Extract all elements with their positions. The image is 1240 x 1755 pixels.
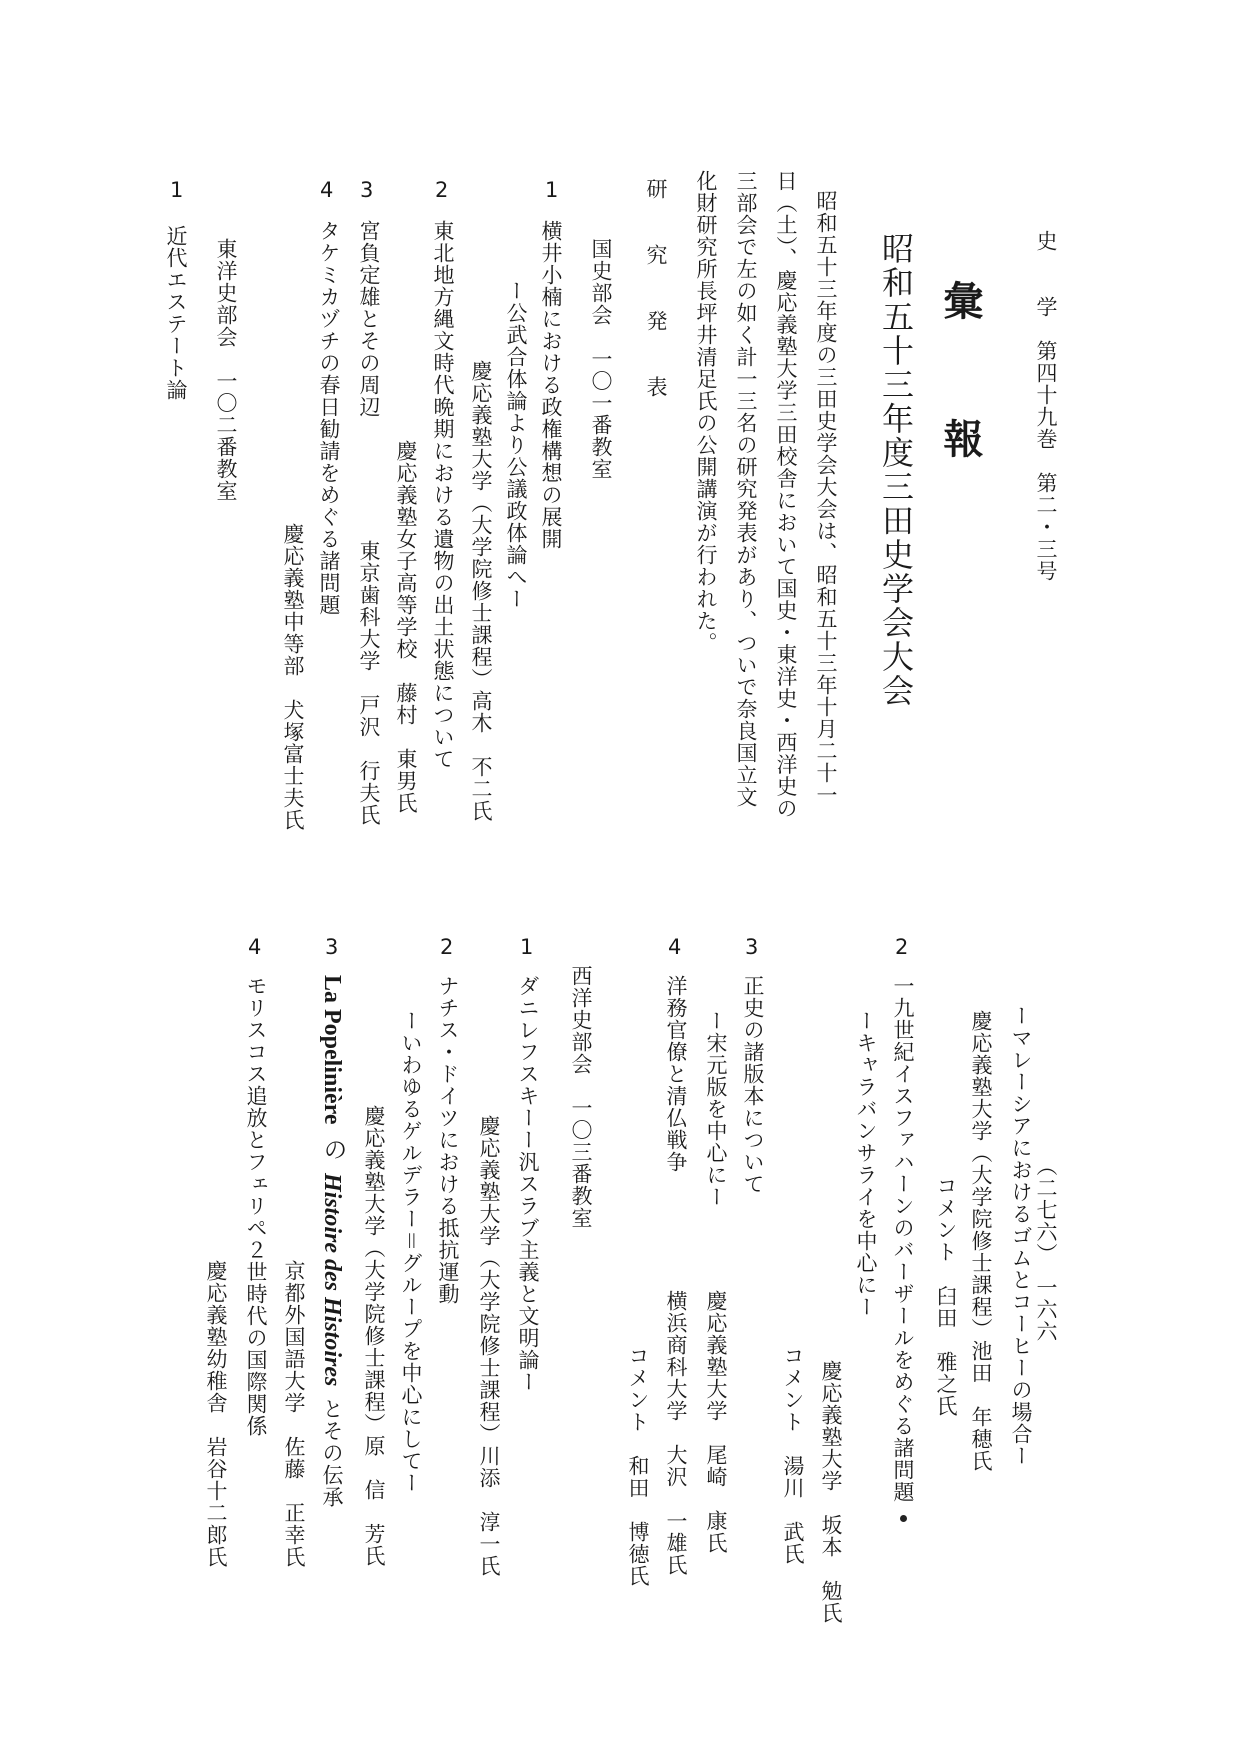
kokushi-item-3-number: 3 [360, 178, 374, 202]
page-number: （二七六） 一六六 [1034, 1155, 1058, 1343]
toyoshi-item-1-affiliation: 慶応義塾大学（大学院修士課程）池田 年穂氏 [969, 1010, 993, 1472]
intro-line-3: 三部会で左の如く計一三名の研究発表があり、ついで奈良国立文 [734, 170, 758, 808]
seiyoshi-item-4-title: モリスコス追放とフェリペ２世時代の国際関係 [244, 975, 268, 1437]
seiyoshi-item-2-subtitle: ーいわゆるゲルデラー＝グループを中心にしてー [399, 1010, 423, 1494]
seiyoshi-item-1-title: ダニレフスキーー汎スラブ主義と文明論ー [516, 975, 540, 1393]
seiyoshi-header: 西洋史部会 一〇三番教室 [569, 965, 593, 1229]
kokushi-item-3-title: 宮負定雄とその周辺 [357, 220, 381, 418]
seiyoshi-item-1-number: 1 [520, 935, 534, 959]
toyoshi-item-2-affiliation: 慶応義塾大学 坂本 勉氏 [819, 1360, 843, 1624]
toyoshi-item-4-number: 4 [668, 935, 682, 959]
toyoshi-item-1-number: 1 [170, 178, 184, 202]
kokushi-item-4-number: 4 [320, 178, 334, 202]
toyoshi-item-1-title: 近代エステート論 [164, 225, 188, 401]
kokushi-item-2-title: 東北地方縄文時代晩期における遺物の出土状態について [431, 220, 455, 770]
kokushi-item-1-subtitle: ー公武合体論より公議政体論へー [504, 280, 528, 610]
intro-line-1: 昭和五十三年度の三田史学会大会は、昭和五十三年十月二十一 [814, 190, 838, 806]
toyoshi-item-3-affiliation: 慶応義塾大学 尾崎 康氏 [704, 1290, 728, 1554]
kokushi-item-3-affiliation: 東京歯科大学 戸沢 行夫氏 [357, 540, 381, 826]
kokushi-header: 国史部会 一〇一番教室 [589, 238, 613, 480]
toyoshi-item-3-number: 3 [745, 935, 759, 959]
kokushi-item-1-affiliation: 慶応義塾大学（大学院修士課程）高木 不二氏 [469, 360, 493, 822]
toyoshi-item-2-title: 一九世紀イスファハーンのバーザールをめぐる諸問題 [891, 975, 915, 1503]
intro-line-4: 化財研究所長坪井清足氏の公開講演が行われた。 [694, 170, 718, 654]
toyoshi-item-4-title: 洋務官僚と清仏戦争 [664, 975, 688, 1173]
seiyoshi-item-3-number: 3 [325, 935, 339, 959]
toyoshi-item-4-affiliation: 横浜商科大学 大沢 一雄氏 [664, 1290, 688, 1576]
toyoshi-item-4-comment: コメント 和田 博徳氏 [626, 1345, 650, 1587]
toyoshi-item-2-number: 2 [895, 935, 909, 959]
margin-dot [900, 1515, 907, 1522]
section-heading: 彙 報 [937, 280, 984, 464]
journal-header: 史 学 第四十九巻 第二・三号 [1034, 230, 1058, 582]
toyoshi-item-3-title: 正史の諸版本について [741, 975, 765, 1195]
kokushi-item-2-affiliation: 慶応義塾女子高等学校 藤村 東男氏 [394, 440, 418, 814]
seiyoshi-item-4-affiliation: 慶応義塾幼稚舎 岩谷十二郎氏 [204, 1260, 228, 1568]
toyoshi-item-2-comment: コメント 湯川 武氏 [781, 1345, 805, 1565]
toyoshi-item-1-subtitle: ーマレーシアにおけるゴムとコーヒーの場合ー [1009, 1005, 1033, 1467]
seiyoshi-item-3-title [320, 975, 344, 1508]
seiyoshi-item-3-affiliation: 京都外国語大学 佐藤 正幸氏 [282, 1260, 306, 1568]
toyoshi-header: 東洋史部会 一〇二番教室 [214, 238, 238, 502]
seiyoshi-item-2-title: ナチス・ドイツにおける抵抗運動 [436, 975, 460, 1305]
kokushi-item-1-title: 横井小楠における政権構想の展開 [539, 220, 563, 550]
seiyoshi-item-2-number: 2 [440, 935, 454, 959]
seiyoshi-item-1-affiliation: 慶応義塾大学（大学院修士課程）川添 淳一氏 [477, 1115, 501, 1577]
seiyoshi-item-2-affiliation: 慶応義塾大学（大学院修士課程）原 信 芳氏 [362, 1105, 386, 1567]
toyoshi-item-2-subtitle: ーキャラバンサライを中心にー [854, 1010, 878, 1318]
seiyoshi-item-3-title-b: の [319, 1136, 345, 1161]
intro-line-2: 日（土）、慶応義塾大学三田校舎において国史・東洋史・西洋史の [774, 170, 798, 820]
research-presentations-label: 研 究 発 表 [644, 178, 668, 398]
seiyoshi-item-3-title-c: Histoire des Histoires [319, 1172, 345, 1386]
toyoshi-item-1-comment: コメント 臼田 雅之氏 [934, 1175, 958, 1417]
kokushi-item-4-title: タケミカヅチの春日勧請をめぐる諸問題 [317, 220, 341, 616]
kokushi-item-2-number: 2 [435, 178, 449, 202]
toyoshi-item-3-subtitle: ー宋元版を中心にー [704, 1010, 728, 1208]
seiyoshi-item-4-number: 4 [248, 935, 262, 959]
kokushi-item-4-affiliation: 慶応義塾中等部 犬塚富士夫氏 [281, 523, 305, 831]
seiyoshi-item-3-title-d: とその伝承 [320, 1397, 344, 1508]
seiyoshi-item-3-title-a: La Popelinière [319, 975, 345, 1125]
article-title: 昭和五十三年度三田史学会大会 [877, 232, 915, 708]
kokushi-item-1-number: 1 [545, 178, 559, 202]
